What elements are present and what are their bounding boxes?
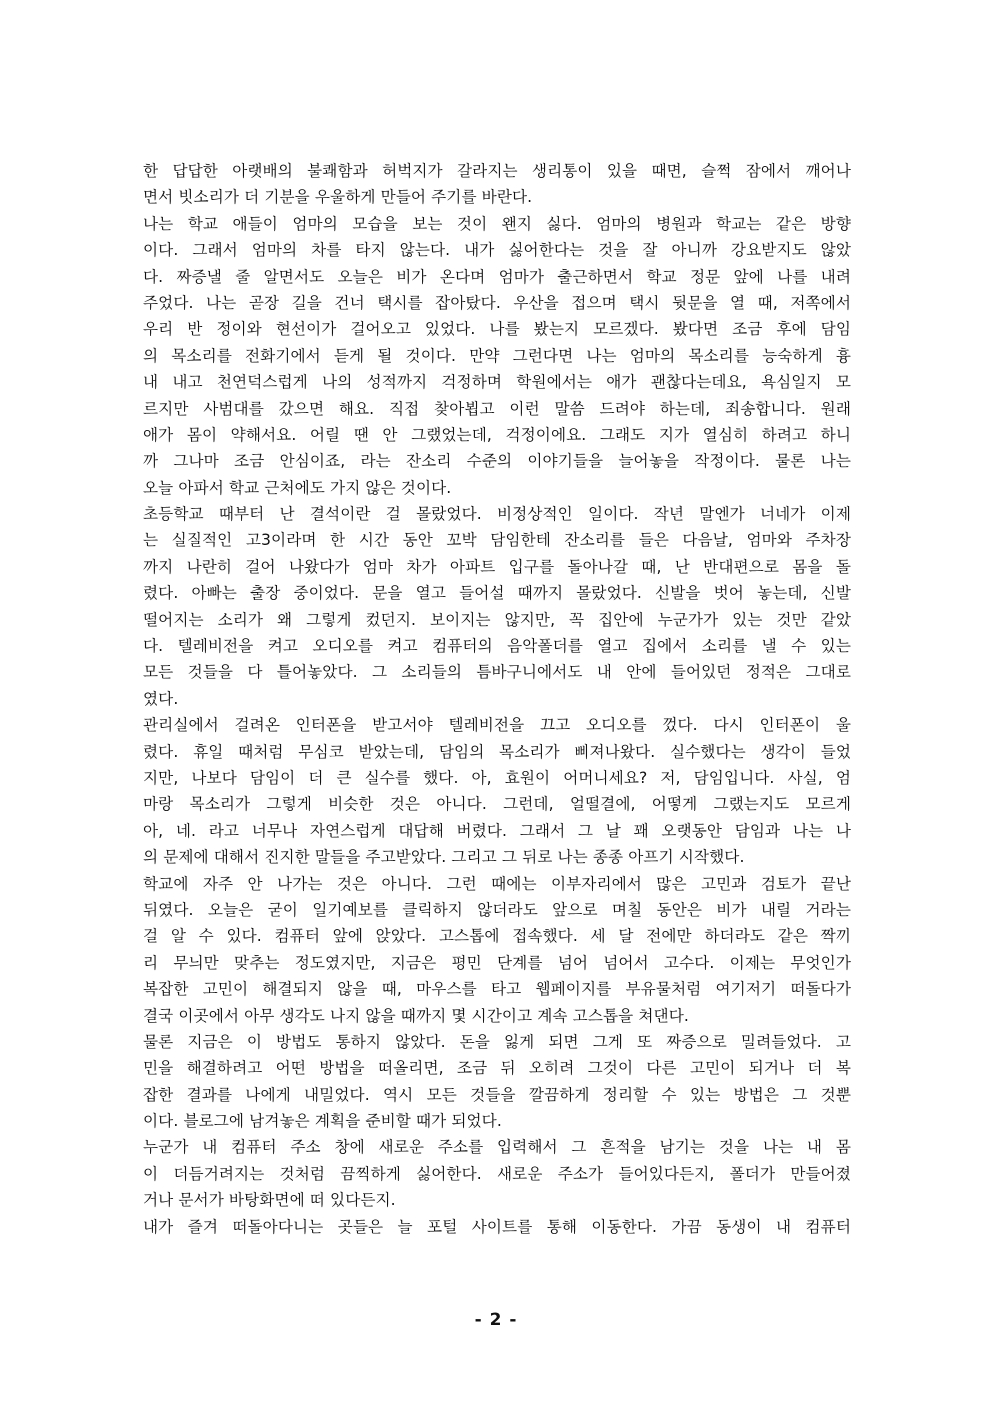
text-line: 잡한 결과를 나에게 내밀었다. 역시 모든 것들을 깔끔하게 정리할 수 있는 방법은 그 것뿐 — [143, 1085, 851, 1104]
text-line: 민을 해결하려고 어떤 방법을 떠올리면, 조금 뒤 오히려 그것이 다른 고민이 되거나 더 복 — [143, 1059, 851, 1078]
text-line: 결국 이곳에서 아무 생각도 나지 않을 때까지 몇 시간이고 계속 고스톱을 쳐댄다. — [143, 1006, 689, 1025]
text-line: 떨어지는 소리가 왜 그렇게 컸던지. 보이지는 않지만, 꼭 집안에 누군가가 있는 것만 같았 — [143, 610, 851, 629]
text-line: 누군가 내 컴퓨터 주소 창에 새로운 주소를 입력해서 그 흔적을 남기는 것을 나는 내 몸 — [143, 1138, 851, 1157]
text-line: 는 실질적인 고3이라며 한 시간 동안 꼬박 담임한테 잔소리를 들은 다음날, 엄마와 주차장 — [143, 531, 851, 550]
text-line: 뒤였다. 오늘은 굳이 일기예보를 클릭하지 않더라도 앞으로 며칠 동안은 비가 내릴 거라는 — [143, 900, 851, 919]
text-line: 애가 몸이 약해서요. 어릴 땐 안 그랬었는데, 걱정이에요. 그래도 지가 열심히 하려고 하니 — [143, 425, 851, 444]
text-line: 르지만 사범대를 갔으면 해요. 직접 찾아뵙고 이런 말씀 드려야 하는데, 죄송합니다. 원래 — [143, 399, 851, 418]
text-line: 렸다. 휴일 때처럼 무심코 받았는데, 담임의 목소리가 삐져나왔다. 실수했다는 생각이 들었 — [143, 742, 851, 761]
text-line: 물론 지금은 이 방법도 통하지 않았다. 돈을 잃게 되면 그게 또 짜증으로 밀려들었다. 고 — [143, 1032, 851, 1051]
text-line: 이 더듬거려지는 것처럼 끔찍하게 싫어한다. 새로운 주소가 들어있다든지, 폴더가 만들어졌 — [143, 1164, 851, 1183]
text-line: 다. 짜증낼 줄 알면서도 오늘은 비가 온다며 엄마가 출근하면서 학교 정문 앞에 나를 내려 — [143, 267, 851, 286]
text-line: 초등학교 때부터 난 결석이란 걸 몰랐었다. 비정상적인 일이다. 작년 말엔가 너네가 이제 — [143, 505, 851, 524]
text-line: 까지 나란히 걸어 나왔다가 엄마 차가 아파트 입구를 돌아나갈 때, 난 반대편으로 몸을 돌 — [143, 557, 851, 576]
text-line: 오늘 아파서 학교 근처에도 가지 않은 것이다. — [143, 478, 452, 497]
text-line: 면서 빗소리가 더 기분을 우울하게 만들어 주기를 바란다. — [143, 188, 533, 207]
text-line: 지만, 나보다 담임이 더 큰 실수를 했다. 아, 효원이 어머니세요? 저, 담임입니다. 사실, 엄 — [143, 768, 851, 787]
text-line: 나는 학교 애들이 엄마의 모습을 보는 것이 왠지 싫다. 엄마의 병원과 학교는 같은 방향 — [143, 214, 851, 233]
text-line: 의 문제에 대해서 진지한 말들을 주고받았다. 그리고 그 뒤로 나는 종종 아프기 시작했다. — [143, 848, 745, 867]
text-line: 였다. — [143, 689, 179, 708]
text-line: 이다. 블로그에 남겨놓은 계획을 준비할 때가 되었다. — [143, 1112, 502, 1131]
text-line: 까 그나마 조금 안심이죠, 라는 잔소리 수준의 이야기들을 늘어놓을 작정이다. 물론 나는 — [143, 452, 851, 471]
text-line: 우리 반 정이와 현선이가 걸어오고 있었다. 나를 봤는지 모르겠다. 봤다면 조금 후에 담임 — [143, 320, 851, 339]
text-line: 학교에 자주 안 나가는 것은 아니다. 그런 때에는 이부자리에서 많은 고민과 검토가 끝난 — [143, 874, 851, 893]
text-line: 렸다. 아빠는 출장 중이었다. 문을 열고 들어설 때까지 몰랐었다. 신발을 벗어 놓는데, 신발 — [143, 584, 851, 603]
page-number: - 2 - — [474, 1310, 518, 1330]
text-line: 내 내고 천연덕스럽게 나의 성적까지 걱정하며 학원에서는 애가 괜찮다는데요, 욕심일지 모 — [143, 373, 851, 392]
text-line: 복잡한 고민이 해결되지 않을 때, 마우스를 타고 웹페이지를 부유물처럼 여기저기 떠돌다가 — [143, 980, 851, 999]
text-line: 한 답답한 아랫배의 불쾌함과 허벅지가 갈라지는 생리통이 있을 때면, 슬쩍 잠에서 깨어나 — [143, 162, 851, 180]
text-line: 주었다. 나는 곧장 길을 건너 택시를 잡아탔다. 우산을 접으며 택시 뒷문을 열 때, 저쪽에서 — [143, 293, 851, 312]
text-line: 관리실에서 걸려온 인터폰을 받고서야 텔레비전을 끄고 오디오를 껐다. 다시 인터폰이 울 — [143, 716, 851, 735]
text-line: 모든 것들을 다 틀어놓았다. 그 소리들의 틈바구니에서도 내 안에 들어있던 정적은 그대로 — [143, 663, 851, 682]
text-line: 걸 알 수 있다. 컴퓨터 앞에 앉았다. 고스톱에 접속했다. 세 달 전에만 하더라도 같은 짝끼 — [143, 927, 851, 946]
text-line: 이다. 그래서 엄마의 차를 타지 않는다. 내가 싫어한다는 것을 잘 아니까 강요받지도 않았 — [143, 241, 851, 260]
text-line: 아, 네. 라고 너무나 자연스럽게 대답해 버렸다. 그래서 그 날 꽤 오랫동안 담임과 나는 나 — [143, 821, 851, 840]
text-line: 마랑 목소리가 그렇게 비슷한 것은 아니다. 그런데, 얼떨결에, 어떻게 그랬는지도 모르게 — [143, 795, 851, 814]
text-line: 리 무늬만 맞추는 정도였지만, 지금은 평민 단계를 넘어 넘어서 고수다. 이제는 무엇인가 — [143, 953, 851, 972]
text-line: 거나 문서가 바탕화면에 떠 있다든지. — [143, 1191, 396, 1210]
text-line: 내가 즐겨 떠돌아다니는 곳들은 늘 포털 사이트를 통해 이동한다. 가끔 동생이 내 컴퓨터 — [143, 1217, 851, 1236]
text-line: 의 목소리를 전화기에서 듣게 될 것이다. 만약 그런다면 나는 엄마의 목소리를 능숙하게 흉 — [143, 346, 851, 365]
text-line: 다. 텔레비전을 켜고 오디오를 켜고 컴퓨터의 음악폴더를 열고 집에서 소리를 낼 수 있는 — [143, 637, 851, 656]
document-body — [143, 158, 851, 1240]
